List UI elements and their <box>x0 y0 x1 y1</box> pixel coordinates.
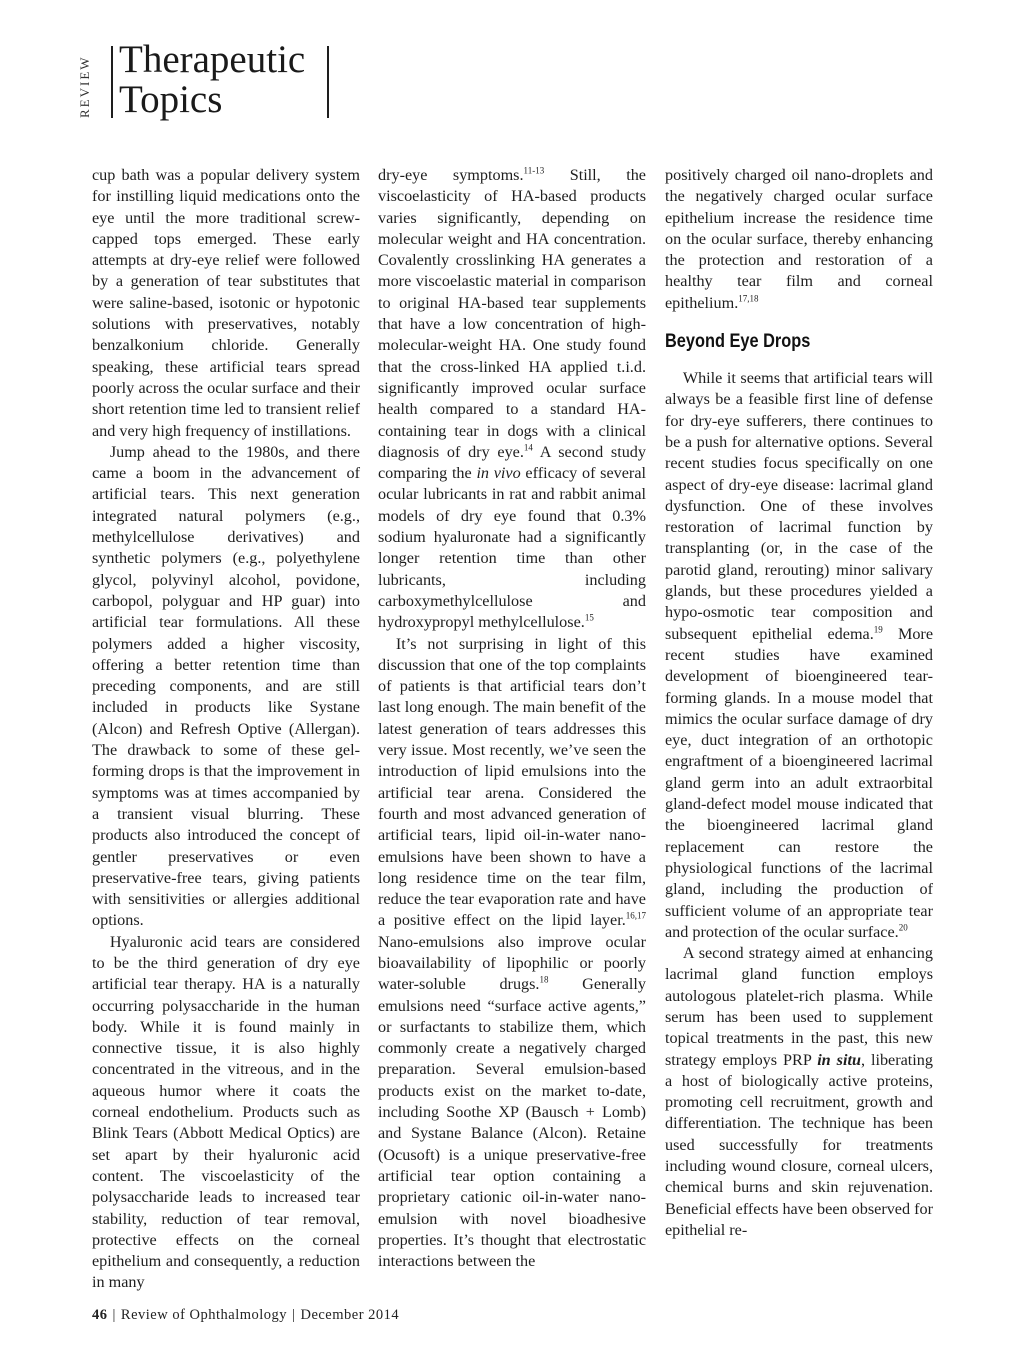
paragraph: Jump ahead to the 1980s, and there came a boom in the advancement of artificial tears. This next generation integrated natural polymers (e.g., methylcellulose derivatives) and synthetic polymers (e.g., polyethylene glycol, polyvinyl alcohol, povidone, carbopol, polyguar and HP guar) into artificial tear formulations. All these polymers added a higher viscosity, offering a better retention time than preceding components, and are still included in products like Systane (Alcon) and Refresh Optive (Allergan). The drawback to some of these gel-forming drops is that the improvement in symptoms was at times accompanied by a transient visual blurring. These products also introduced the concept of gentler preservatives or even preservative-free tears, giving patients with sensitivities or allergies additional options. <box>92 442 360 930</box>
reference-marker: 14 <box>523 442 533 453</box>
section-title-line2: Topics <box>119 78 223 121</box>
text-run: dry-eye symptoms. <box>378 166 524 184</box>
text-run: A second strategy aimed at enhancing lacrimal gland function employs autologous platelet-rich plasma. While serum has been used to supplement topical treatments in the past, this new strategy employs PRP <box>665 944 933 1069</box>
text-column-1 <box>92 165 360 1294</box>
italic-term: in vivo <box>476 464 521 483</box>
text-run: Still, the viscoelasticity of HA-based products varies significantly, depending on molecular weight and HA concentration. Covalently crosslinking HA generates a more viscoelastic material in comparison to original HA-based tear supplements that have a low concentration of high-molecular-weight HA. One study found that the cross-linked HA applied t.i.d. significantly improved ocular surface health compared to a standard HA-containing tear in dogs with a clinical diagnosis of dry eye. <box>378 166 646 461</box>
issue-date: December 2014 <box>300 1307 400 1323</box>
review-tag: REVIEW <box>77 55 92 118</box>
paragraph <box>665 368 933 943</box>
paragraph: Hyaluronic acid tears are considered to be the third generation of dry eye artificial tear therapy. HA is a naturally occurring polysaccharide in the human body. While it is found mainly in connective tissue, it is also highly concentrated in the vitreous, and in the aqueous humor where it coats the corneal endothelium. Products such as Blink Tears (Abbott Medical Optics) are set apart by their hyaluronic acid content. The viscoelasticity of the polysaccharide leads to increased tear stability, reduction of tear removal, protective effects on the corneal epithelium and consequently, a reduction in many <box>92 932 360 1292</box>
text-run: Generally emulsions need “surface active agents,” or surfactants to stabilize them, which commonly create a negatively charged preparation. Several emulsion-based products exist on the market to-date, including Soothe XP (Bausch + Lomb) and Systane Balance (Alcon). Retaine (Ocusoft) is a unique preservative-free artificial tear option containing a proprietary cationic oil-in-water nano-emulsion with novel bioadhesive properties. It’s thought that electrostatic interactions between the <box>378 975 646 1271</box>
subheading: Beyond Eye Drops <box>665 331 811 353</box>
reference-marker: 16,17 <box>625 911 646 921</box>
section-title-line1: Therapeutic <box>119 38 306 81</box>
reference-marker: 19 <box>873 624 883 635</box>
reference-marker: 18 <box>539 974 549 985</box>
text-run: Nano-emulsions also improve ocular bioavailability of lipophilic or poorly water-soluble drugs. <box>378 932 646 994</box>
text-column-2 <box>378 165 646 1272</box>
text-run: More recent studies have examined development of bioengineered tear-forming glands. In a mouse model that mimics the ocular surface damage of dry eye, duct integration of an orthotopic engraftment of a bioengineered lacrimal gland germ into an adult extraorbital gland-defect model mouse indicated that the bioengineered lacrimal gland replacement can restore the physiological functions of the lacrimal gland, including the production of sufficient volume of an appropriate tear and protection of the ocular surface. <box>665 624 934 941</box>
section-title <box>119 40 325 120</box>
paragraph <box>378 634 646 1273</box>
header-divider-right <box>327 46 329 118</box>
text-run: positively charged oil nano-droplets and the negatively charged ocular surface epithelium increase the residence time on the ocular surface, thereby enhancing the protection and restoration of a healthy tear film and corneal epithelium. <box>665 166 933 312</box>
header-divider-left <box>111 46 113 118</box>
text-run: It’s not surprising in light of this discussion that one of the top complaints of patients is that artificial tears don’t last long enough. The main benefit of the latest generation of tears addresses this very issue. Most recently, we’ve seen the introduction of lipid emulsions into the artificial tear arena. Considered the fourth and most advanced generation of artificial tears, lipid oil-in-water nano-emulsions have been shown to have a long residence time on the tear film, reduce the tear evaporation rate and have a positive effect on the lipid layer. <box>378 634 646 930</box>
reference-marker: 20 <box>898 922 908 933</box>
text-run: efficacy of several ocular lubricants in rat and rabbit animal models of dry eye found that 0.3% sodium hyaluronate had a significantly longer retention time than other lubricants, including carboxymethylcellulose and hydroxypropyl methylcellulose. <box>378 464 647 632</box>
text-run: While it seems that artificial tears will always be a feasible first line of defense for dry-eye sufferers, there continues to be a push for alternative options. Several recent studies focus specifically on one aspect of dry-eye disease: lacrimal gland dysfunction. One of these involves restoration of lacrimal function by transplanting (or, in the case of the parotid gland, rerouting) minor salivary glands, but these procedures yielded a hypo-osmotic tear composition and subsequent epithelial edema. <box>665 369 933 643</box>
publication-name: Review of Ophthalmology <box>120 1307 288 1323</box>
italic-term: in situ <box>817 1050 861 1069</box>
reference-marker: 11-13 <box>523 165 545 176</box>
text-column-3 <box>665 165 933 1241</box>
reference-marker: 17,18 <box>738 293 759 304</box>
footer-separator: | <box>112 1307 116 1323</box>
text-run: A second study comparing the <box>378 442 646 483</box>
text-run: , liberating a host of biologically active proteins, promoting cell recruitment, growth and differentiation. The technique has been used successfully for treatments including wound closure, corneal ulcers, chemical burns and skin rejuvenation. Beneficial effects have been observed for epithelial re- <box>665 1050 934 1239</box>
paragraph <box>378 165 646 634</box>
reference-marker: 15 <box>584 612 594 623</box>
paragraph <box>665 943 933 1241</box>
paragraph: cup bath was a popular delivery system for instilling liquid medications onto the eye until the more traditional screw-capped tops emerged. These early attempts at dry-eye relief were followed by a generation of tear substitutes that were saline-based, isotonic or hypotonic solutions with preservatives, notably benzalkonium chloride. Generally speaking, these artificial tears spread poorly across the ocular surface and their short retention time led to transient relief and very high frequency of instillations. <box>92 166 360 440</box>
paragraph <box>665 165 933 314</box>
page-number: 46 <box>92 1307 108 1323</box>
footer-separator: | <box>292 1307 296 1323</box>
page-footer <box>92 1307 399 1324</box>
